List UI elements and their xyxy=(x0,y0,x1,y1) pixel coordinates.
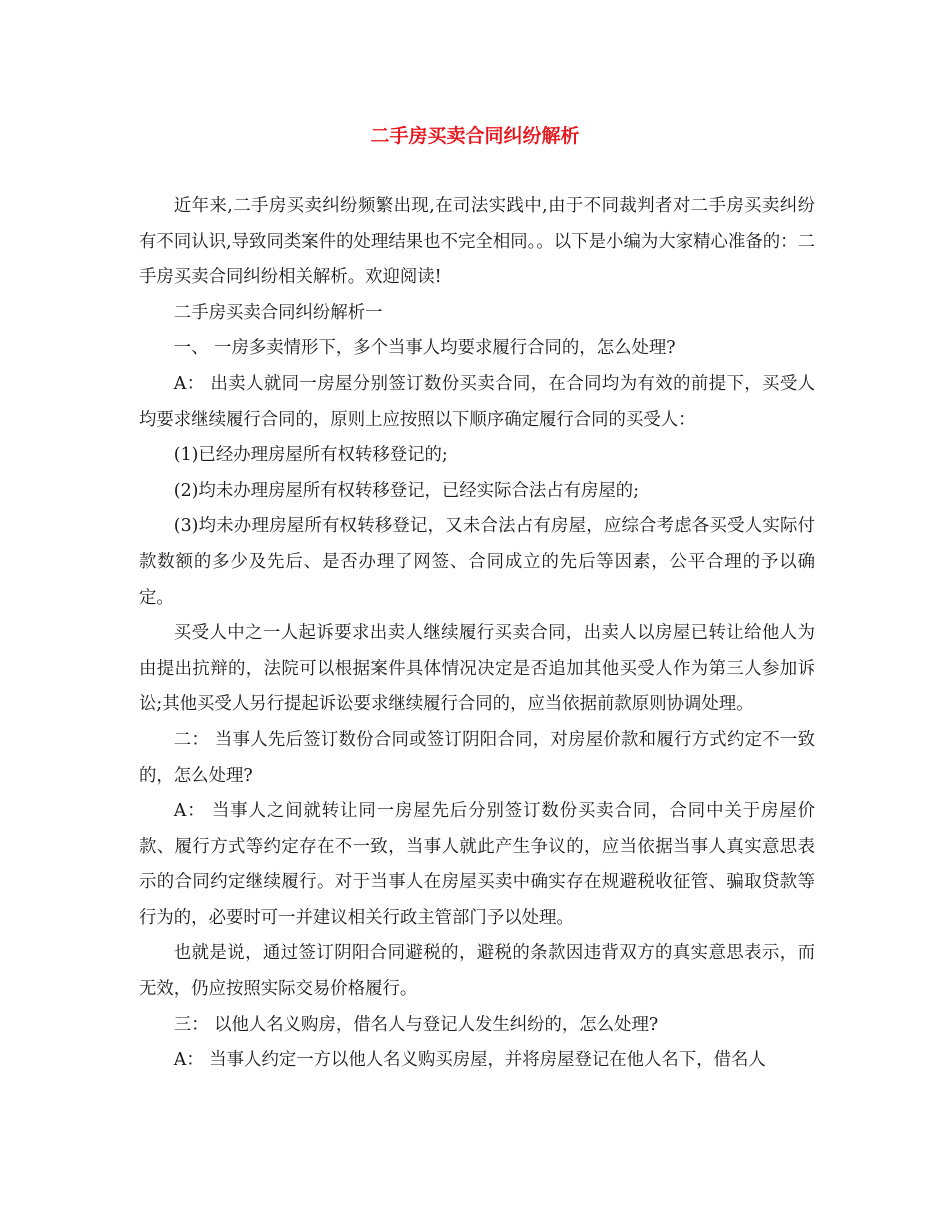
answer-1-item-1: (1)已经办理房屋所有权转移登记的; xyxy=(173,445,448,466)
intro-paragraph: 近年来,二手房买卖纠纷频繁出现,在司法实践中,由于不同裁判者对二手房买卖纠纷有不同认识,导致同类案件的处理结果也不完全相同。。以下是小编为大家精心准备的：二手房买卖合同纠纷相关解析。欢迎阅读! xyxy=(139,196,815,288)
answer-3: A： 当事人约定一方以他人名义购买房屋，并将房屋登记在他人名下，借名人 xyxy=(173,1050,766,1071)
answer-2-note: 也就是说，通过签订阴阳合同避税的，避税的条款因违背双方的真实意思表示，而无效，仍应按照实际交易价格履行。 xyxy=(139,943,815,1000)
section-heading: 二手房买卖合同纠纷解析一 xyxy=(173,302,383,323)
document-title: 二手房买卖合同纠纷解析 xyxy=(370,125,580,147)
question-3: 三： 以他人名义购房，借名人与登记人发生纠纷的，怎么处理? xyxy=(173,1014,659,1035)
document-body xyxy=(139,189,815,1079)
answer-1-item-3: (3)均未办理房屋所有权转移登记，又未合法占有房屋，应综合考虑各买受人实际付款数额的多少及先后、是否办理了网签、合同成立的先后等因素，公平合理的予以确定。 xyxy=(139,516,815,608)
answer-1: A： 出卖人就同一房屋分别签订数份买卖合同，在合同均为有效的前提下，买受人均要求继续履行合同的，原则上应按照以下顺序确定履行合同的买受人： xyxy=(139,373,815,430)
answer-1-note: 买受人中之一人起诉要求出卖人继续履行买卖合同，出卖人以房屋已转让给他人为由提出抗辩的，法院可以根据案件具体情况决定是否追加其他买受人作为第三人参加诉讼;其他买受人另行提起诉讼要求继续履行合同的，应当依据前款原则协调处理。 xyxy=(139,623,815,715)
question-1: 一、 一房多卖情形下，多个当事人均要求履行合同的，怎么处理? xyxy=(173,338,676,359)
answer-1-item-2: (2)均未办理房屋所有权转移登记，已经实际合法占有房屋的; xyxy=(173,480,640,501)
question-2: 二： 当事人先后签订数份合同或签订阴阳合同，对房屋价款和履行方式约定不一致的，怎么处理? xyxy=(139,729,815,786)
answer-2: A： 当事人之间就转让同一房屋先后分别签订数份买卖合同，合同中关于房屋价款、履行方式等约定存在不一致，当事人就此产生争议的，应当依据当事人真实意思表示的合同约定继续履行。对于当事人在房屋买卖中确实存在规避税收征管、骗取贷款等行为的，必要时可一并建议相关行政主管部门予以处理。 xyxy=(139,801,815,928)
